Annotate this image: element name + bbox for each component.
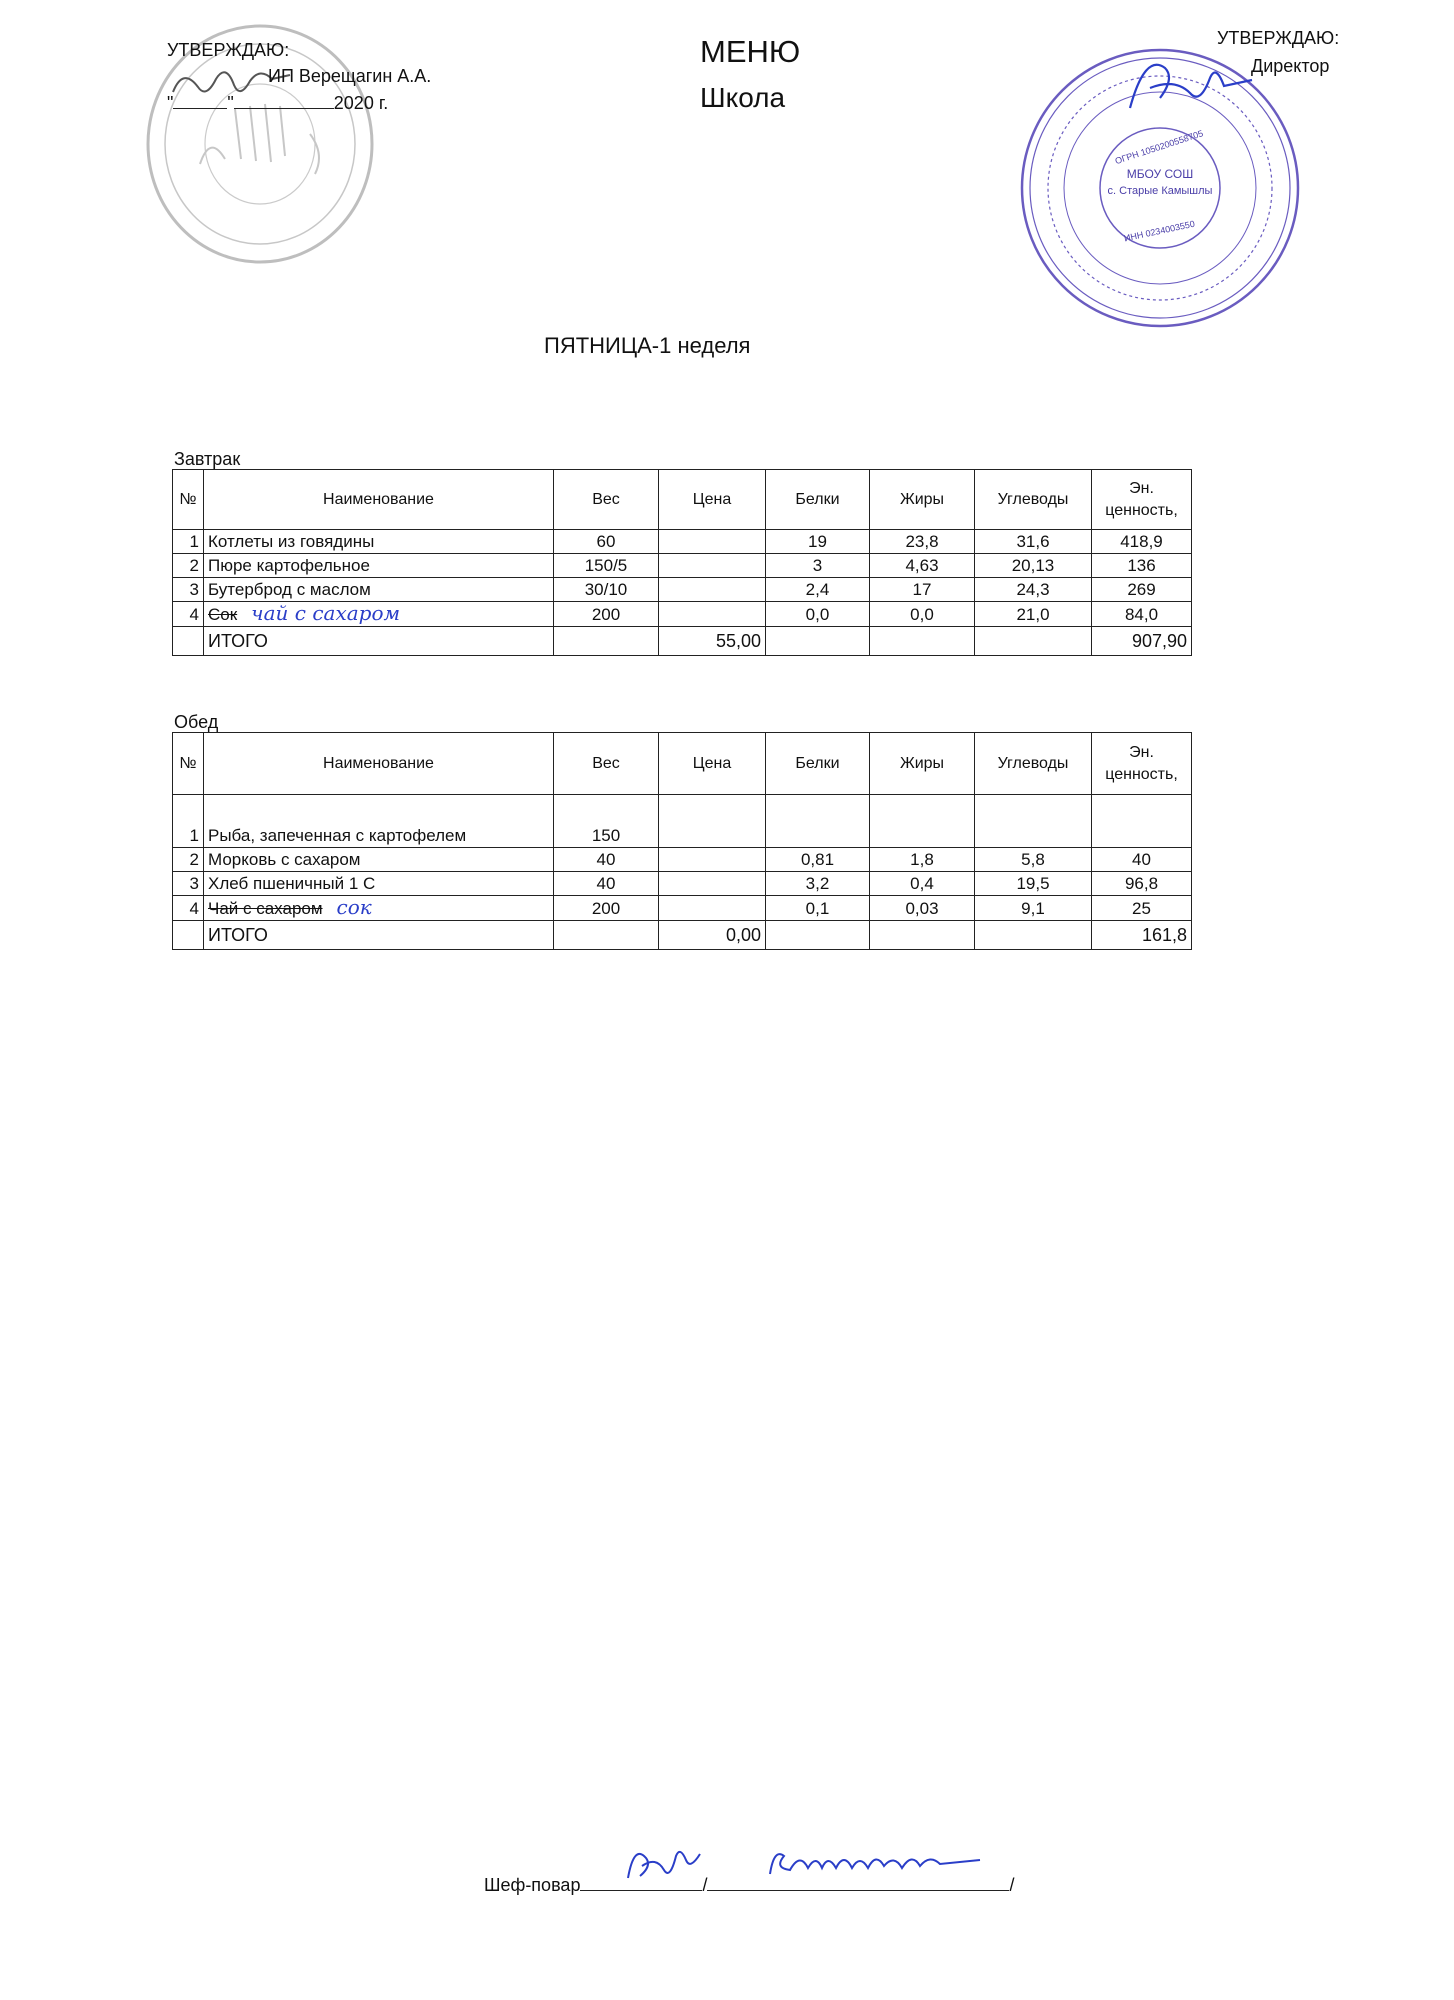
- page-subtitle: Школа: [700, 82, 786, 113]
- stamp-ogrn: ОГРН 1050200558705: [1113, 128, 1205, 167]
- date-quote: ": [167, 93, 174, 113]
- table-header-row: [173, 733, 1192, 795]
- total-row: [173, 921, 1192, 950]
- col-name: Наименование: [204, 470, 554, 530]
- col-carbs: Углеводы: [975, 733, 1092, 795]
- approve-left-date: [167, 93, 388, 114]
- col-weight: Вес: [554, 470, 659, 530]
- col-fat: Жиры: [870, 733, 975, 795]
- col-energy: Эн. ценность,: [1092, 470, 1192, 530]
- page-title: МЕНЮ: [700, 34, 801, 69]
- date-suffix: 2020 г.: [333, 93, 389, 113]
- col-protein: Белки: [766, 733, 870, 795]
- col-price: Цена: [659, 733, 766, 795]
- total-label: ИТОГО: [204, 921, 554, 950]
- chef-label: Шеф-повар: [484, 1875, 581, 1895]
- table-row: 2 Пюре картофельное 150/5 3 4,63 20,13 136: [173, 554, 1192, 578]
- total-energy: 907,90: [1092, 627, 1192, 656]
- item-name-corrected: Чай с сахаром сок: [204, 896, 554, 921]
- approve-right-title: УТВЕРЖДАЮ:: [1217, 28, 1340, 48]
- date-month-blank: [234, 94, 334, 109]
- chef-name-handwritten: [762, 1838, 992, 1888]
- total-price: 0,00: [659, 921, 766, 950]
- lunch-table: [172, 732, 1192, 950]
- date-quote-close: ": [227, 93, 234, 113]
- breakfast-table: [172, 469, 1192, 656]
- total-row: [173, 627, 1192, 656]
- chef-slash: /: [702, 1875, 708, 1895]
- col-weight: Вес: [554, 733, 659, 795]
- stamp-place: с. Старые Камышлы: [1107, 185, 1213, 197]
- table-row: 2 Морковь с сахаром 40 0,81 1,8 5,8 40: [173, 848, 1192, 872]
- approve-right-role: Директор: [1251, 56, 1330, 76]
- item-name-corrected: Сок чай с сахаром: [204, 602, 554, 627]
- col-fat: Жиры: [870, 470, 975, 530]
- table-row: 3 Хлеб пшеничный 1 С 40 3,2 0,4 19,5 96,8: [173, 872, 1192, 896]
- approve-left-name: ИП Верещагин А.А.: [268, 66, 432, 86]
- handwritten-correction: чай с сахаром: [251, 601, 401, 625]
- total-energy: 161,8: [1092, 921, 1192, 950]
- table-row: 3 Бутерброд с маслом 30/10 2,4 17 24,3 269: [173, 578, 1192, 602]
- total-label: ИТОГО: [204, 627, 554, 656]
- col-protein: Белки: [766, 470, 870, 530]
- approve-left-title: УТВЕРЖДАЮ:: [167, 40, 290, 60]
- stamp-org: МБОУ СОШ: [1126, 167, 1194, 181]
- chef-slash-end: /: [1009, 1875, 1015, 1895]
- stamp-inn: ИНН 0234003550: [1123, 218, 1196, 244]
- table-row: 4 Сок чай с сахаром 200 0,0 0,0 21,0 84,0: [173, 602, 1192, 627]
- signature-right: [1120, 48, 1260, 128]
- col-num: №: [173, 733, 204, 795]
- col-carbs: Углеводы: [975, 470, 1092, 530]
- col-energy: Эн. ценность,: [1092, 733, 1192, 795]
- col-price: Цена: [659, 470, 766, 530]
- col-name: Наименование: [204, 733, 554, 795]
- lunch-label: Обед: [174, 712, 219, 732]
- chef-signature: [620, 1838, 710, 1888]
- day-title: ПЯТНИЦА-1 неделя: [544, 333, 751, 358]
- table-row: 4 Чай с сахаром сок 200 0,1 0,03 9,1 25: [173, 896, 1192, 921]
- breakfast-label: Завтрак: [174, 449, 241, 469]
- table-header-row: [173, 470, 1192, 530]
- table-row: 1 Котлеты из говядины 60 19 23,8 31,6 418,9: [173, 530, 1192, 554]
- handwritten-correction: сок: [336, 895, 372, 919]
- table-row: 1 Рыба, запеченная с картофелем 150: [173, 795, 1192, 848]
- col-num: №: [173, 470, 204, 530]
- total-price: 55,00: [659, 627, 766, 656]
- date-day-blank: [173, 94, 227, 109]
